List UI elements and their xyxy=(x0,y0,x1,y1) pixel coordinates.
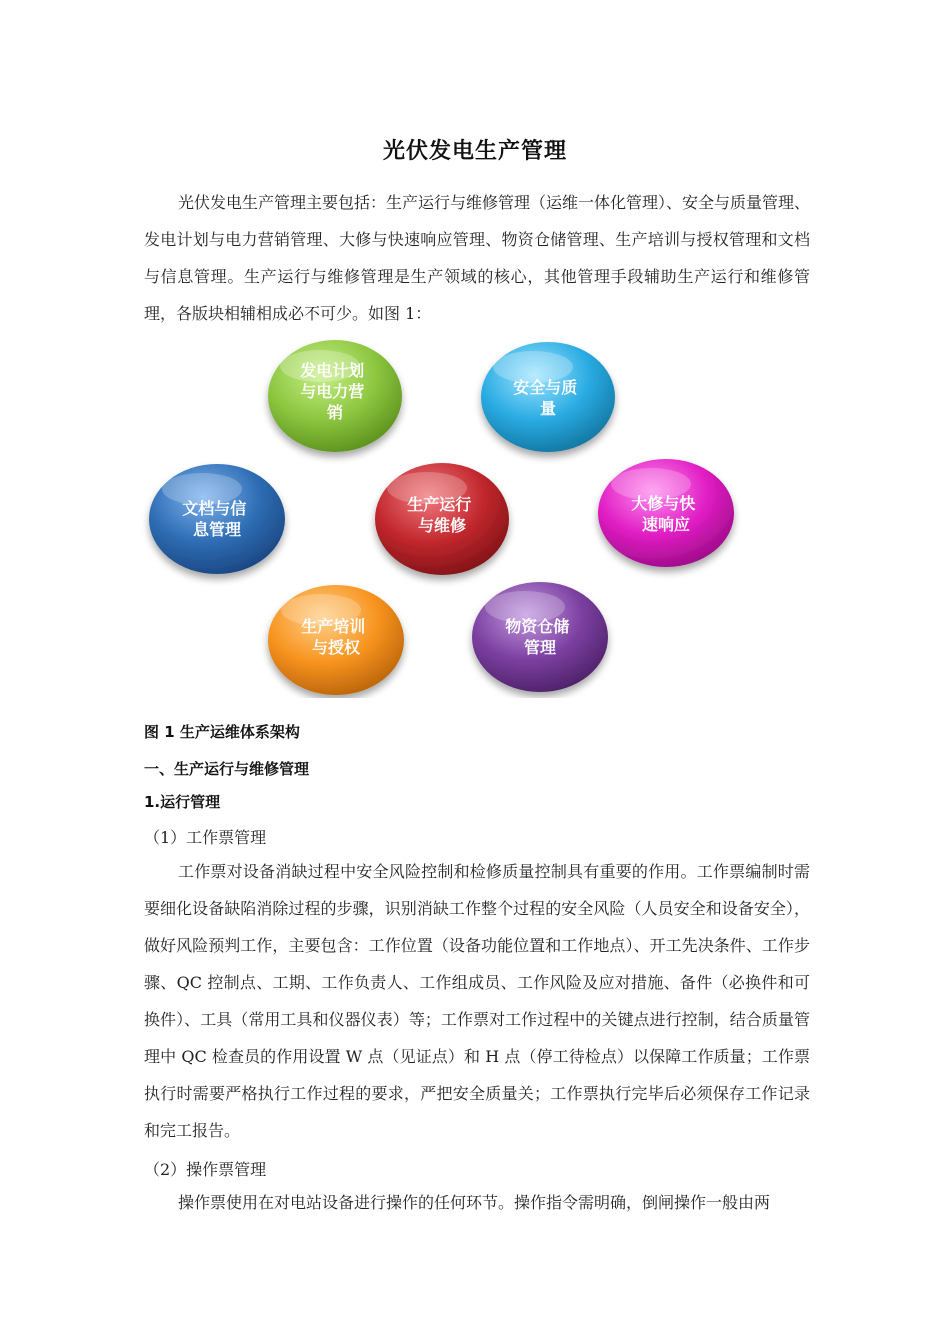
document-title: 光伏发电生产管理 xyxy=(382,139,567,164)
node-materials-warehouse-label: 物资仓储 管理 xyxy=(505,617,570,657)
node-overhaul-response xyxy=(598,459,734,567)
intro-paragraph: 光伏发电生产管理主要包括：生产运行与维修管理（运维一体化管理）、安全与质量管理、发电计划与电力营销管理、大修与快速响应管理、物资仓储管理、生产培训与授权管理和文档与信息管理。生产运行与维修管理是生产领域的核心，其他管理手段辅助生产运行和维修管理，各版块相辅相成必不可少。如图 1： xyxy=(144,193,811,323)
node-materials-warehouse xyxy=(472,582,608,692)
subsection-heading: 1.运行管理 xyxy=(144,793,221,811)
item-label-work-ticket: （1）工作票管理 xyxy=(144,828,267,847)
node-planning-marketing-label: 发电计划 与电力营 销 xyxy=(300,361,365,422)
node-safety-quality xyxy=(481,342,615,452)
node-safety-quality-label: 安全与质 量 xyxy=(513,378,578,418)
node-operation-maintenance-label: 生产运行 与维修 xyxy=(407,495,472,535)
work-ticket-paragraph: 工作票对设备消缺过程中安全风险控制和检修质量控制具有重要的作用。工作票编制时需要细化设备缺陷消除过程的步骤，识别消缺工作整个过程的安全风险（人员安全和设备安全），做好风险预判工作，主要包含：工作位置（设备功能位置和工作地点）、开工先决条件、工作步骤、QC 控制点、工期、工作负责人、工作组成员、工作风险及应对措施、备件（必换件和可换件）、工具（常用工具和仪器仪表）等；工作票对工作过程中的关键点进行控制，结合质量管理中 QC 检查员的作用设置 W 点（见证点）和 H 点（停工待检点）以保障工作质量；工作票执行时需要严格执行工作过程的要求，严把安全质量关；工作票执行完毕后必须保存工作记录和完工报告。 xyxy=(144,862,810,1140)
node-overhaul-response-label: 大修与快 速响应 xyxy=(631,494,696,534)
figure-caption: 图 1 生产运维体系架构 xyxy=(144,723,300,741)
section-heading: 一、生产运行与维修管理 xyxy=(144,760,310,778)
system-architecture-diagram xyxy=(140,336,750,698)
operation-ticket-paragraph: 操作票使用在对电站设备进行操作的任何环节。操作指令需明确，倒闸操作一般由两 xyxy=(178,1193,771,1212)
node-training-authorization-label: 生产培训 与授权 xyxy=(301,617,366,657)
node-documents-info xyxy=(149,464,285,574)
node-documents-info-label: 文档与信 息管理 xyxy=(182,499,247,539)
item-label-operation-ticket: （2）操作票管理 xyxy=(144,1160,267,1179)
